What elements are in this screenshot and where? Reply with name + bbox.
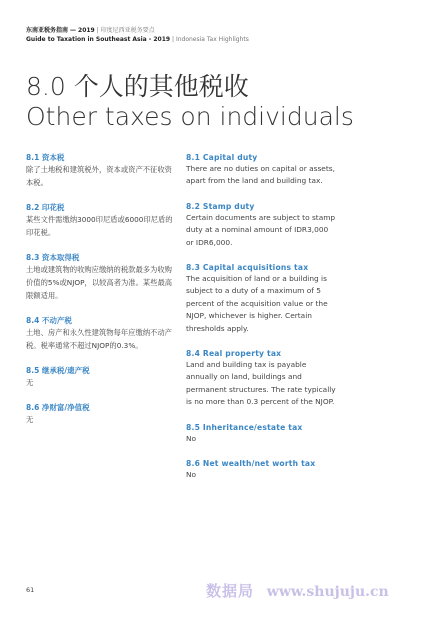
section-heading: 8.5 继承税/遗产税 bbox=[26, 366, 90, 375]
section-heading: 8.4 不动产税 bbox=[26, 316, 72, 325]
section-body: 除了土地税和建筑税外，资本或资产不征收资本税。 bbox=[26, 165, 172, 187]
section-en-8-2 bbox=[186, 201, 336, 249]
header-title-en: Guide to Taxation in Southeast Asia - 2019 bbox=[26, 36, 171, 43]
section-heading: 8.2 Stamp duty bbox=[186, 201, 255, 211]
chinese-column bbox=[26, 152, 176, 439]
page-number: 61 bbox=[26, 586, 35, 594]
section-cn-8-1 bbox=[26, 152, 176, 189]
section-en-8-3 bbox=[186, 262, 336, 335]
section-cn-8-3 bbox=[26, 252, 176, 302]
page-title-en: Other taxes on individuals bbox=[26, 102, 354, 131]
section-heading: 8.6 Net wealth/net worth tax bbox=[186, 459, 316, 469]
section-body: 某些文件需缴纳3000印尼盾或6000印尼盾的印花税。 bbox=[26, 215, 173, 237]
section-heading: 8.3 Capital acquisitions tax bbox=[186, 263, 309, 273]
header-subtitle-cn: 印度尼西亚税务要点 bbox=[100, 27, 155, 34]
section-heading: 8.2 印花税 bbox=[26, 203, 65, 212]
section-body: 土地、房产和永久性建筑物每年应缴纳不动产税。税率通常不超过NJOP的0.3%。 bbox=[26, 328, 172, 350]
section-cn-8-5 bbox=[26, 365, 176, 389]
page-title-cn: 8.0 个人的其他税收 bbox=[26, 72, 249, 101]
watermark-url: www.shujuju.cn bbox=[266, 584, 389, 600]
header-year-cn: 2019 bbox=[78, 27, 95, 34]
section-cn-8-2 bbox=[26, 202, 176, 239]
section-body: 土地或建筑物的收购应缴纳的税款最多为收购价值的5%或NJOP，以较高者为准。某些最高限额适用。 bbox=[26, 265, 173, 300]
watermark-cn: 数据局 bbox=[206, 582, 255, 600]
section-body: Certain documents are subject to stamp duty at a nominal amount of IDR3,000 or IDR6,000. bbox=[186, 212, 336, 247]
header-line-cn: 东南亚税务指南 — 2019 | 印度尼西亚税务要点 bbox=[26, 27, 155, 34]
section-body: The acquisition of land or a building is subject to a duty of a maximum of 5 percent of the acquisition value or the NJOP, whichever is higher. Certain thresholds apply. bbox=[186, 274, 328, 333]
section-heading: 8.6 净财富/净值税 bbox=[26, 403, 90, 412]
header-subtitle-en: Indonesia Tax Highlights bbox=[175, 36, 249, 43]
section-body: No bbox=[186, 433, 197, 443]
section-body: There are no duties on capital or assets, apart from the land and building tax. bbox=[186, 164, 335, 186]
section-en-8-5 bbox=[186, 422, 336, 445]
english-column bbox=[186, 152, 336, 495]
section-en-8-4 bbox=[186, 348, 336, 409]
section-body: Land and building tax is payable annually on land, buildings and permanent structures. The rate typically is no more than 0.3 percent of the NJOP. bbox=[186, 360, 336, 407]
section-en-8-1 bbox=[186, 152, 336, 188]
section-heading: 8.1 资本税 bbox=[26, 153, 65, 162]
section-heading: 8.4 Real property tax bbox=[186, 349, 282, 359]
section-heading: 8.5 Inheritance/estate tax bbox=[186, 422, 303, 432]
section-cn-8-6 bbox=[26, 402, 176, 426]
section-body: No bbox=[186, 470, 197, 480]
header-title-cn: 东南亚税务指南 bbox=[26, 27, 69, 34]
page-title bbox=[26, 72, 354, 132]
section-en-8-6 bbox=[186, 458, 336, 481]
section-heading: 8.1 Capital duty bbox=[186, 153, 258, 162]
watermark bbox=[206, 580, 389, 601]
section-heading: 8.3 资本取得税 bbox=[26, 253, 80, 262]
section-cn-8-4 bbox=[26, 315, 176, 352]
section-body: 无 bbox=[26, 378, 34, 387]
section-body: 无 bbox=[26, 415, 34, 424]
running-header bbox=[26, 26, 249, 44]
header-line-en: Guide to Taxation in Southeast Asia - 2019 | Indonesia Tax Highlights bbox=[26, 36, 249, 43]
